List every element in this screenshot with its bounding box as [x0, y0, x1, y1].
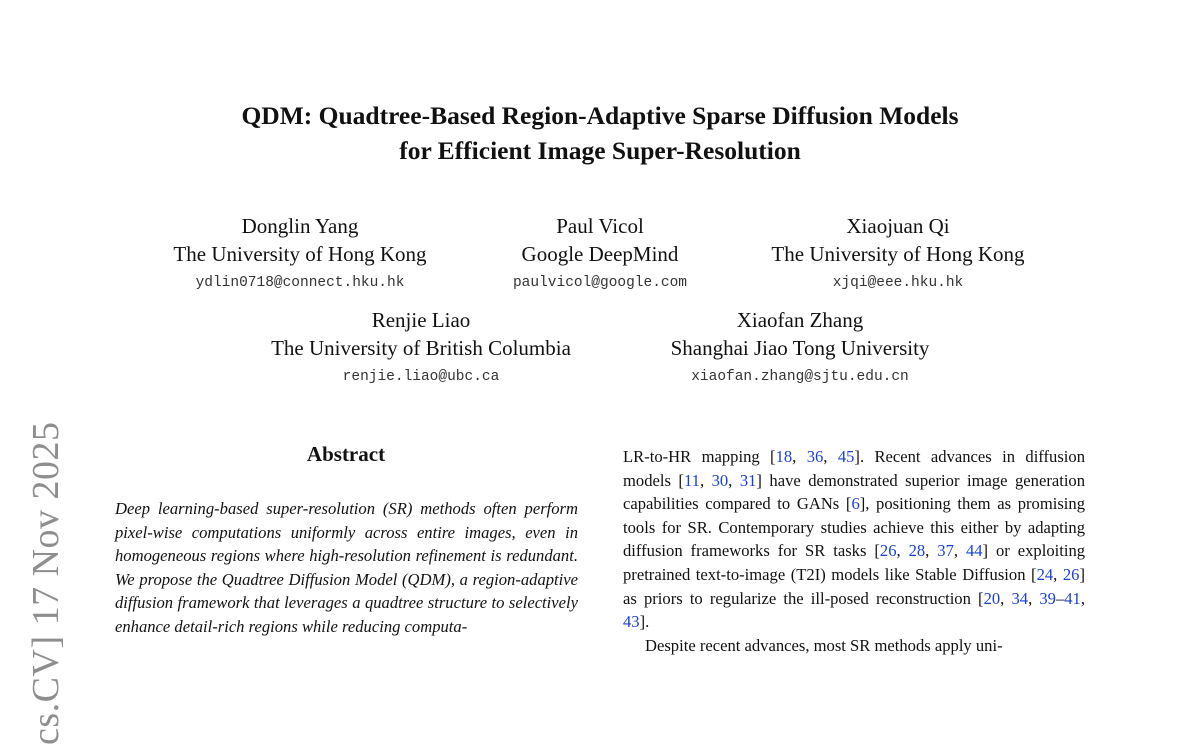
author-block	[718, 212, 1078, 298]
author-email[interactable]: xiaofan.zhang@sjtu.edu.cn	[691, 369, 909, 385]
citation-link[interactable]: 37	[937, 541, 954, 561]
paragraph: Despite recent advances, most SR methods apply uni-	[645, 635, 1003, 655]
citation-link[interactable]: 24	[1036, 564, 1054, 584]
citation-link[interactable]: 26	[1062, 564, 1080, 584]
author-affiliation: Shanghai Jiao Tong University	[670, 336, 930, 360]
author-block	[620, 306, 980, 392]
citation-link[interactable]: 6	[851, 494, 860, 514]
paragraph: LR-to-HR mapping [18, 36, 45]. Recent advances in diffusion models [11, 30, 31] have demonstrated superior image generation capabilities compared to GANs [6], positioning them as promising tools for SR. Contemporary studies achieve this either by adapting diffusion frameworks for SR tasks [26, 28, 37, 44] or exploiting pretrained text-to-image (T2I) models like Stable Diffusion [24, 26] as priors to regularize the ill-posed reconstruction [20, 34, 39–41, 43].	[623, 447, 1086, 632]
citation-link[interactable]: 11	[683, 470, 700, 490]
right-column	[623, 445, 1085, 657]
author-affiliation: The University of British Columbia	[271, 336, 571, 360]
citation-link[interactable]: 36	[806, 447, 824, 466]
author-name: Xiaojuan Qi	[846, 214, 950, 238]
citation-link[interactable]: 45	[837, 447, 855, 466]
author-name: Renjie Liao	[371, 308, 471, 332]
author-affiliation: The University of Hong Kong	[173, 242, 427, 266]
author-affiliation: Google DeepMind	[521, 242, 679, 266]
citation-link[interactable]: 30	[711, 470, 729, 490]
citation-link[interactable]: 44	[965, 541, 983, 561]
citation-link[interactable]: 31	[739, 470, 757, 490]
citation-link[interactable]: 43	[623, 612, 640, 632]
author-email[interactable]: ydlin0718@connect.hku.hk	[195, 275, 405, 291]
author-email[interactable]: renjie.liao@ubc.ca	[342, 369, 500, 385]
abstract-heading: Abstract	[306, 442, 386, 466]
abstract-text: Deep learning-based super-resolution (SR) methods often perform pixel-wise computations uniformly across entire images, even in homogeneous regions where high-resolution refinement is redundant. We propose the Quadtree Diffusion Model (QDM), a region-adaptive diffusion framework that leverages a quadtree structure to selectively enhance detail-rich regions while reducing computa-	[115, 499, 578, 636]
author-email[interactable]: paulvicol@google.com	[512, 275, 688, 291]
citation-link[interactable]: 26	[879, 541, 897, 561]
citation-link[interactable]: 34	[1011, 588, 1029, 608]
citation-link[interactable]: 20	[983, 588, 1001, 608]
author-name: Paul Vicol	[556, 214, 644, 238]
author-block	[241, 306, 601, 392]
author-email[interactable]: xjqi@eee.hku.hk	[832, 275, 964, 291]
citation-link[interactable]: 28	[908, 541, 926, 561]
author-name: Donglin Yang	[241, 214, 359, 238]
paper-title	[0, 98, 1200, 168]
author-affiliation: The University of Hong Kong	[771, 242, 1025, 266]
author-name: Xiaofan Zhang	[736, 308, 864, 332]
citation-link[interactable]: 39	[1039, 588, 1056, 608]
arxiv-stamp: cs.CV] 17 Nov 2025	[25, 421, 67, 745]
title-line-2: for Efficient Image Super-Resolution	[399, 136, 801, 165]
citation-link[interactable]: 41	[1064, 588, 1081, 608]
citation-link[interactable]: 18	[775, 447, 793, 466]
title-line-1: QDM: Quadtree-Based Region-Adaptive Sparse Diffusion Models	[241, 101, 959, 130]
